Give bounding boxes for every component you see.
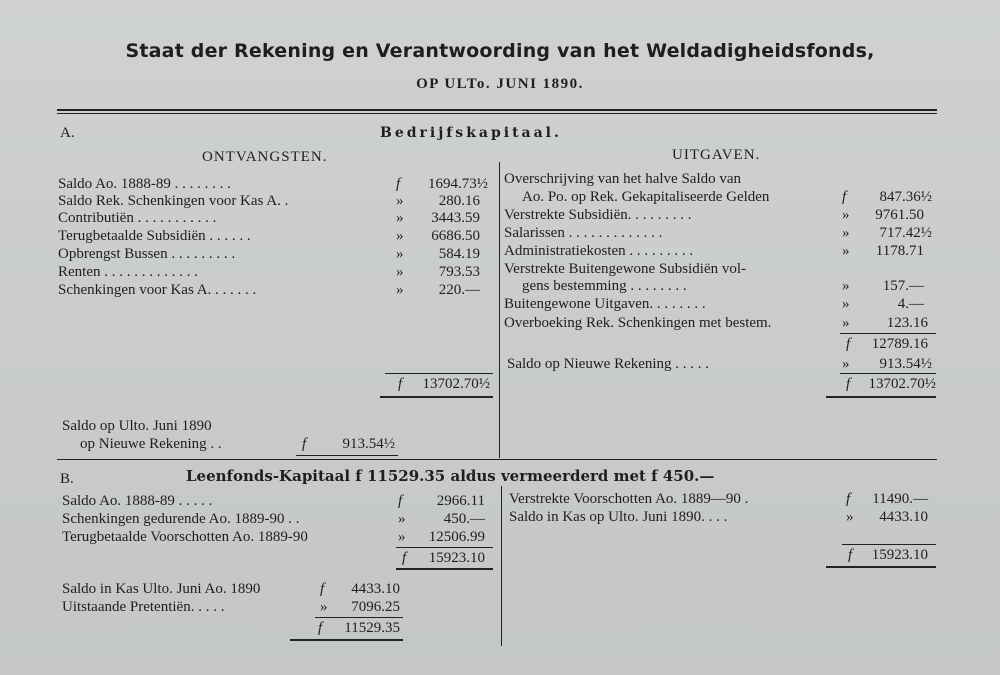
closing-balance-line2: op Nieuwe Rekening . . [80, 436, 222, 452]
column-divider-b [501, 486, 502, 646]
expense-label: Verstrekte Buitengewone Subsidiën vol- [504, 261, 747, 277]
receipt-label: Schenkingen voor Kas A. . . . . . . [58, 282, 257, 298]
cash-balance-label: Saldo in Kas Ulto. Juni Ao. 1890 [62, 581, 261, 597]
receipts-total-underline [380, 396, 493, 398]
loan-receipt-amount: 12506.99 [428, 529, 485, 545]
loan-receipt-label: Saldo Ao. 1888-89 . . . . . [62, 493, 213, 509]
receipt-amount: 280.16 [438, 193, 480, 209]
expense-symbol: » [842, 207, 850, 223]
header-rule-thick [57, 109, 937, 111]
expense-label: Buitengewone Uitgaven. . . . . . . . [504, 296, 706, 312]
expense-amount: 157.— [882, 278, 924, 294]
expenses-total-underline [826, 396, 936, 398]
loan-expense-symbol: » [846, 509, 854, 525]
loan-expense-amount: 4433.10 [879, 509, 928, 525]
expense-label: Verstrekte Subsidiën. . . . . . . . . [504, 207, 692, 223]
expense-label: Administratiekosten . . . . . . . . . [504, 243, 694, 259]
loan-expenses-total-rule [842, 544, 936, 545]
expense-amount: 4.— [897, 296, 924, 312]
section-a-letter: A. [60, 125, 75, 141]
header-rule-thin [57, 113, 937, 114]
expense-symbol: » [842, 315, 850, 331]
loan-receipt-amount: 2966.11 [436, 493, 485, 509]
receipt-label: Renten . . . . . . . . . . . . . [58, 264, 198, 280]
expenses-total-symbol: f [846, 376, 851, 392]
loan-expenses-total-symbol: f [848, 547, 853, 563]
closing-balance-symbol: f [302, 436, 307, 452]
loan-receipt-symbol: » [398, 529, 406, 545]
loan-capital-total: 11529.35 [344, 620, 400, 636]
receipt-symbol: » [396, 193, 404, 209]
expense-amount: 1178.71 [875, 243, 924, 259]
expenses-subtotal: 12789.16 [871, 336, 928, 352]
expenses-subtotal-symbol: f [846, 336, 851, 352]
expenses-total-rule [840, 373, 936, 374]
section-b-letter: B. [60, 471, 74, 487]
receipts-total-symbol: f [398, 376, 403, 392]
receipt-symbol: » [396, 264, 404, 280]
receipt-symbol: f [396, 176, 401, 192]
receipt-label: Saldo Rek. Schenkingen voor Kas A. . [58, 193, 289, 209]
loan-expenses-total-underline [826, 566, 936, 568]
loan-receipts-total-underline [396, 568, 493, 570]
column-divider-a [499, 162, 500, 458]
receipt-amount: 1694.73½ [428, 176, 488, 192]
loan-receipts-total: 15923.10 [428, 550, 485, 566]
expense-amount: 717.42½ [879, 225, 932, 241]
loan-expense-label: Saldo in Kas op Ulto. Juni 1890. . . . [509, 509, 728, 525]
section-b-title: Leenfonds-Kapitaal f 11529.35 aldus vermeerderd met f 450.— [186, 467, 715, 485]
loan-receipt-label: Schenkingen gedurende Ao. 1889-90 . . [62, 511, 300, 527]
expense-symbol: » [842, 278, 850, 294]
expenses-subtotal-rule [840, 333, 936, 334]
expenses-heading: UITGAVEN. [672, 147, 761, 163]
receipt-label: Saldo Ao. 1888-89 . . . . . . . . [58, 176, 231, 192]
page-subtitle: OP ULTo. JUNI 1890. [416, 76, 584, 92]
loan-expenses-total: 15923.10 [871, 547, 928, 563]
receipt-label: Terugbetaalde Subsidiën . . . . . . [58, 228, 251, 244]
new-account-balance-amount: 913.54½ [879, 356, 932, 372]
outstanding-claims-amount: 7096.25 [351, 599, 400, 615]
expense-symbol: » [842, 225, 850, 241]
expense-label: gens bestemming . . . . . . . . [522, 278, 687, 294]
loan-receipt-symbol: » [398, 511, 406, 527]
receipt-amount: 3443.59 [431, 210, 480, 226]
receipts-heading: ONTVANGSTEN. [202, 149, 328, 165]
new-account-balance-symbol: » [842, 356, 850, 372]
receipt-amount: 793.53 [438, 264, 480, 280]
receipt-label: Opbrengst Bussen . . . . . . . . . [58, 246, 236, 262]
receipt-symbol: » [396, 228, 404, 244]
receipt-symbol: » [396, 210, 404, 226]
expense-label: Salarissen . . . . . . . . . . . . . [504, 225, 663, 241]
loan-capital-total-symbol: f [318, 620, 323, 636]
expense-symbol: f [842, 189, 847, 205]
receipt-label: Contributiën . . . . . . . . . . . [58, 210, 217, 226]
closing-balance-underline [296, 455, 398, 456]
expense-amount: 9761.50 [875, 207, 924, 223]
loan-capital-total-rule [315, 617, 403, 618]
expense-label: Overboeking Rek. Schenkingen met bestem. [504, 315, 772, 331]
loan-receipts-total-rule [396, 547, 493, 548]
receipt-symbol: » [396, 246, 404, 262]
loan-expense-label: Verstrekte Voorschotten Ao. 1889—90 . [509, 491, 749, 507]
expenses-total: 13702.70½ [868, 376, 936, 392]
receipt-amount: 584.19 [438, 246, 480, 262]
expense-symbol: » [842, 296, 850, 312]
closing-balance-line1: Saldo op Ulto. Juni 1890 [62, 418, 212, 434]
section-separator [57, 459, 937, 460]
receipt-amount: 220.— [438, 282, 480, 298]
receipt-amount: 6686.50 [431, 228, 480, 244]
section-a-title: Bedrijfskapitaal. [380, 125, 562, 141]
expense-label: Overschrijving van het halve Saldo van [504, 171, 742, 187]
receipt-symbol: » [396, 282, 404, 298]
loan-receipt-label: Terugbetaalde Voorschotten Ao. 1889-90 [62, 529, 308, 545]
outstanding-claims-symbol: » [320, 599, 328, 615]
loan-receipt-amount: 450.— [443, 511, 485, 527]
expense-label: Ao. Po. op Rek. Gekapitaliseerde Gelden [522, 189, 770, 205]
page-title: Staat der Rekening en Verantwoording van het Weldadigheidsfonds, [125, 40, 875, 62]
expense-amount: 123.16 [886, 315, 928, 331]
loan-expense-symbol: f [846, 491, 851, 507]
loan-receipt-symbol: f [398, 493, 403, 509]
expense-amount: 847.36½ [879, 189, 932, 205]
closing-balance-amount: 913.54½ [342, 436, 395, 452]
new-account-balance-label: Saldo op Nieuwe Rekening . . . . . [507, 356, 710, 372]
outstanding-claims-label: Uitstaande Pretentiën. . . . . [62, 599, 225, 615]
loan-expense-amount: 11490.— [872, 491, 928, 507]
loan-capital-total-underline [290, 639, 403, 641]
expense-symbol: » [842, 243, 850, 259]
loan-receipts-total-symbol: f [402, 550, 407, 566]
receipts-total: 13702.70½ [422, 376, 490, 392]
receipts-total-rule [385, 373, 493, 374]
cash-balance-symbol: f [320, 581, 325, 597]
cash-balance-amount: 4433.10 [351, 581, 400, 597]
